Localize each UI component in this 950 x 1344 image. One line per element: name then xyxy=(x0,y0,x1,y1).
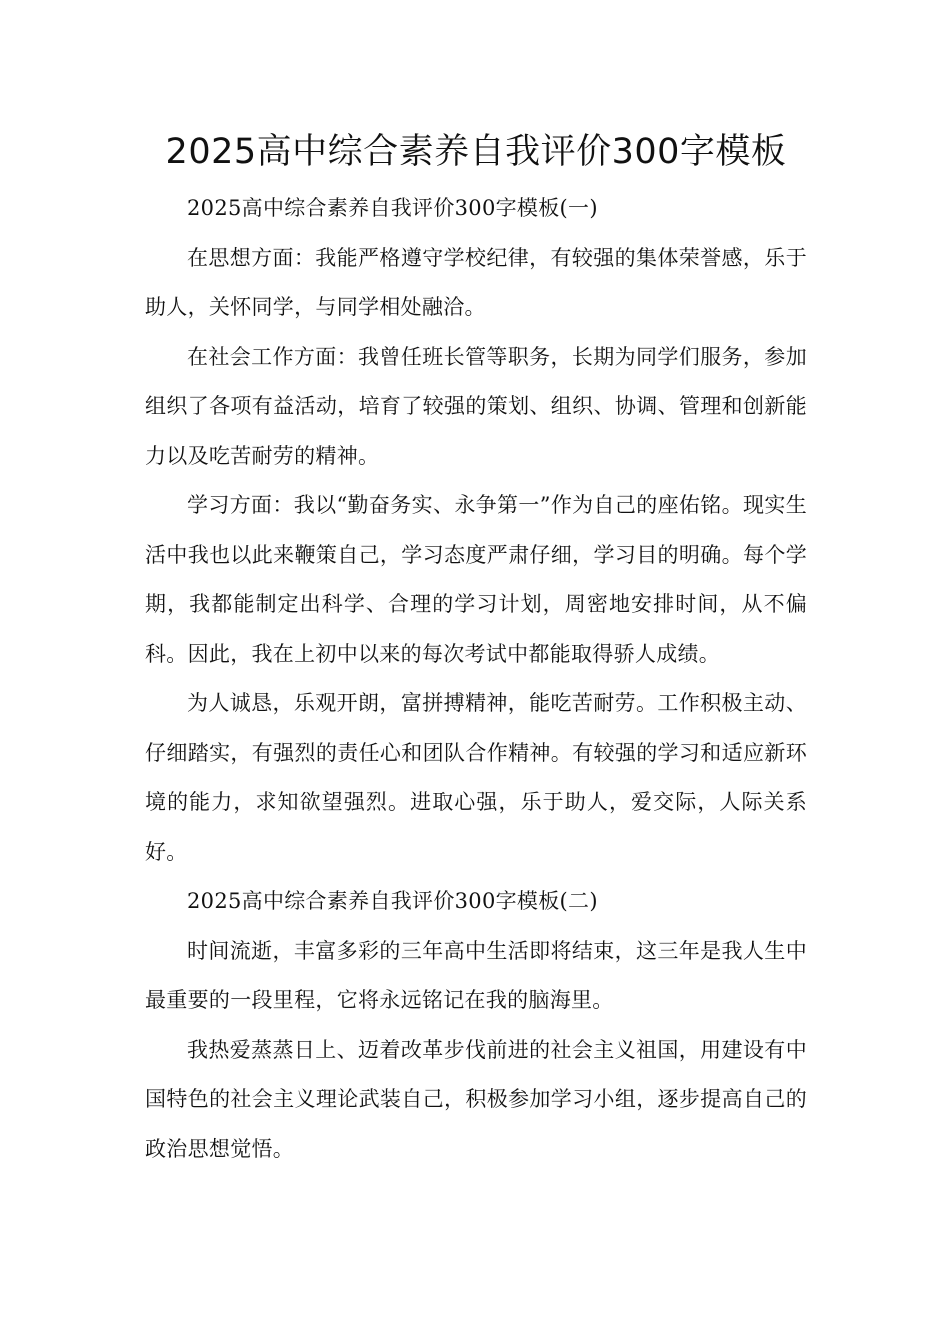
paragraph-time: 时间流逝，丰富多彩的三年高中生活即将结束，这三年是我人生中最重要的一段里程，它将永远铭记在我的脑海里。 xyxy=(145,938,807,1012)
paragraph-study: 学习方面：我以“勤奋务实、永争第一”作为自己的座佑铭。现实生活中我也以此来鞭策自己，学习态度严肃仔细，学习目的明确。每个学期，我都能制定出科学、合理的学习计划，周密地安排时间，从不偏科。因此，我在上初中以来的每次考试中都能取得骄人成绩。 xyxy=(145,493,807,666)
paragraph-thought: 在思想方面：我能严格遵守学校纪律，有较强的集体荣誉感，乐于助人，关怀同学，与同学相处融洽。 xyxy=(145,245,807,319)
section-heading-2: 2025高中综合素养自我评价300字模板(二) xyxy=(187,889,598,913)
paragraph-patriotism: 我热爱蒸蒸日上、迈着改革步伐前进的社会主义祖国，用建设有中国特色的社会主义理论武装自己，积极参加学习小组，逐步提高自己的政治思想觉悟。 xyxy=(145,1037,807,1161)
section-heading-1: 2025高中综合素养自我评价300字模板(一) xyxy=(187,196,598,220)
paragraph-social-work: 在社会工作方面：我曾任班长管等职务，长期为同学们服务，参加组织了各项有益活动，培育了较强的策划、组织、协调、管理和创新能力以及吃苦耐劳的精神。 xyxy=(145,344,807,468)
document-page xyxy=(145,128,807,1174)
document-title: 2025高中综合素养自我评价300字模板 xyxy=(165,132,787,172)
paragraph-character: 为人诚恳，乐观开朗，富拼搏精神，能吃苦耐劳。工作积极主动、仔细踏实，有强烈的责任心和团队合作精神。有较强的学习和适应新环境的能力，求知欲望强烈。进取心强，乐于助人，爱交际，人际关系好。 xyxy=(145,691,807,864)
